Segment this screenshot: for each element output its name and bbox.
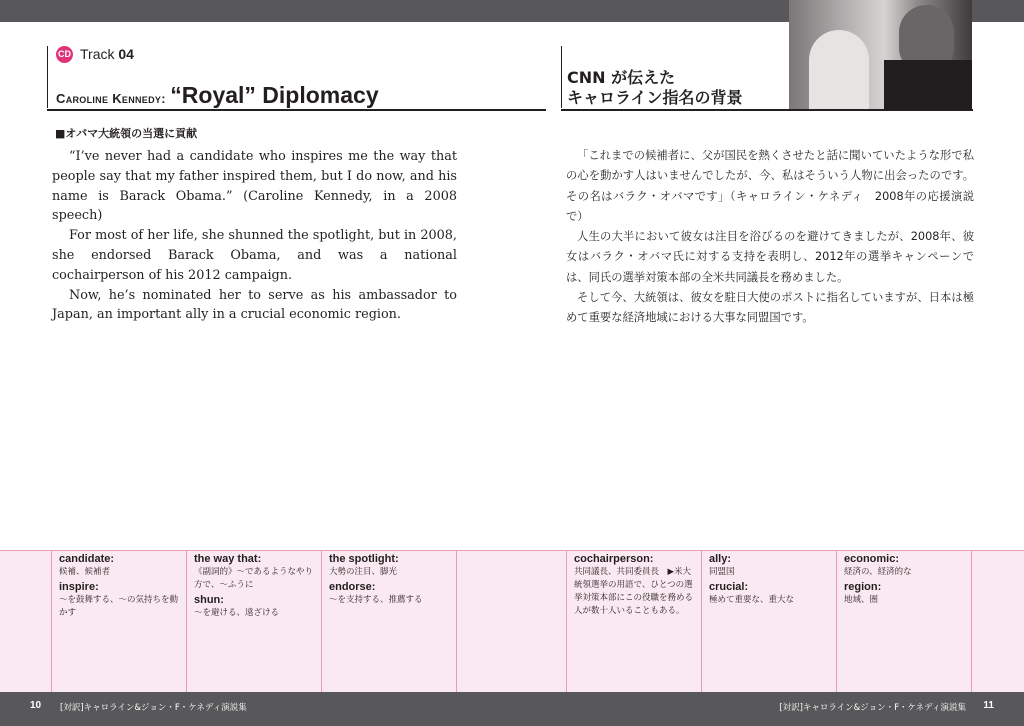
japanese-text	[566, 146, 974, 329]
glossary-divider	[51, 551, 52, 692]
glossary-definition: 地域、圏	[844, 595, 879, 605]
glossary-definition: 同盟国	[709, 567, 735, 577]
glossary-column	[574, 552, 698, 692]
glossary-definition: ～を支持する、推薦する	[329, 595, 423, 605]
track-number: 04	[118, 46, 134, 62]
glossary-definition: 《副詞的》～であるようなやり方で、～ふうに	[194, 567, 314, 590]
glossary-column	[59, 552, 183, 692]
left-title-rule	[47, 109, 546, 111]
glossary-term: economic:	[844, 553, 900, 565]
glossary-term: inspire:	[59, 581, 99, 593]
glossary-definition: 共同議長、共同委員長 ▶米大統領選挙の用語で、ひとつの選挙対策本部にこの役職を務める人が数十人いることもある。	[574, 567, 694, 616]
section-heading: ■オバマ大統領の当選に貢献	[55, 127, 198, 140]
english-text	[52, 147, 457, 325]
left-page-number: 10	[30, 700, 42, 711]
cd-icon: CD	[56, 46, 73, 63]
glossary-column	[329, 552, 453, 692]
jp-title-line2: キャロライン指名の背景	[567, 88, 743, 107]
glossary-term: shun:	[194, 594, 224, 606]
glossary-divider	[971, 551, 972, 692]
glossary-divider	[836, 551, 837, 692]
glossary-term: region:	[844, 581, 882, 593]
japanese-paragraph: そして今、大統領は、彼女を駐日大使のポストに指名していますが、日本は極めて重要な経済地域における大事な同盟国です。	[566, 291, 974, 325]
title-speaker: Caroline Kennedy:	[56, 91, 166, 106]
glossary-term: the spotlight:	[329, 553, 399, 565]
english-paragraph: “I’ve never had a candidate who inspires me the way that people say that my father inspired them, but I do now, and his name is Barack Obama.” (Caroline Kennedy, in a 2008 speech)	[52, 149, 457, 224]
header-photo	[789, 0, 972, 110]
right-header-rule	[561, 46, 562, 108]
glossary-divider	[566, 551, 567, 692]
glossary-definition: 候補、候補者	[59, 567, 111, 577]
glossary-divider	[456, 551, 457, 692]
track-label	[80, 46, 134, 62]
left-header-rule	[47, 46, 48, 108]
glossary-divider	[701, 551, 702, 692]
glossary-definition: 経済の、経済的な	[844, 567, 912, 577]
right-title-rule	[561, 109, 973, 111]
jp-title-line1: CNN が伝えた	[567, 68, 676, 87]
english-paragraph: For most of her life, she shunned the spotlight, but in 2008, she endorsed Barack Obama, and was a national cochairperson of his 2012 campaign.	[52, 228, 457, 283]
right-page-number: 11	[983, 700, 994, 711]
japanese-paragraph: 「これまでの候補者に、父が国民を熱くさせたと話に聞いていたような形で私の心を動かす人はいませんでしたが、今、私はそういう人物に出会ったのです。その名はバラク・オバマです」（キャロライン・ケネディ 2008年の応援演説で）	[566, 149, 974, 223]
glossary-term: cochairperson:	[574, 553, 654, 565]
glossary-divider	[186, 551, 187, 692]
track-word: Track	[80, 46, 115, 62]
japanese-paragraph: 人生の大半において彼女は注目を浴びるのを避けてきましたが、2008年、彼女はバラク・オバマ氏に対する支持を表明し、2012年の選挙キャンペーンでは、同氏の選挙対策本部の全米共同議長を務めました。	[566, 230, 974, 284]
glossary-term: ally:	[709, 553, 732, 565]
glossary-definition: ～を鼓舞する、～の気持ちを動かす	[59, 595, 179, 618]
right-book-title: [対訳]キャロライン&ジョン・F・ケネディ演説集	[779, 703, 966, 713]
jp-page-title	[567, 68, 743, 108]
glossary-definition: ～を避ける、遠ざける	[194, 608, 280, 618]
glossary-term: the way that:	[194, 553, 262, 565]
footer	[0, 692, 1024, 726]
title-main: “Royal” Diplomacy	[170, 82, 379, 108]
glossary-divider	[321, 551, 322, 692]
left-book-title: [対訳]キャロライン&ジョン・F・ケネディ演説集	[60, 703, 247, 713]
glossary-definition: 大勢の注目、脚光	[329, 567, 398, 577]
glossary-term: endorse:	[329, 581, 376, 593]
english-paragraph: Now, he’s nominated her to serve as his ambassador to Japan, an important ally in a crucial economic region.	[52, 287, 457, 323]
glossary-term: crucial:	[709, 581, 749, 593]
glossary-column	[709, 552, 833, 692]
glossary-definition: 極めて重要な、重大な	[709, 595, 795, 605]
page-title	[56, 82, 379, 109]
glossary-column	[844, 552, 968, 692]
glossary-term: candidate:	[59, 553, 115, 565]
glossary-column	[194, 552, 318, 692]
